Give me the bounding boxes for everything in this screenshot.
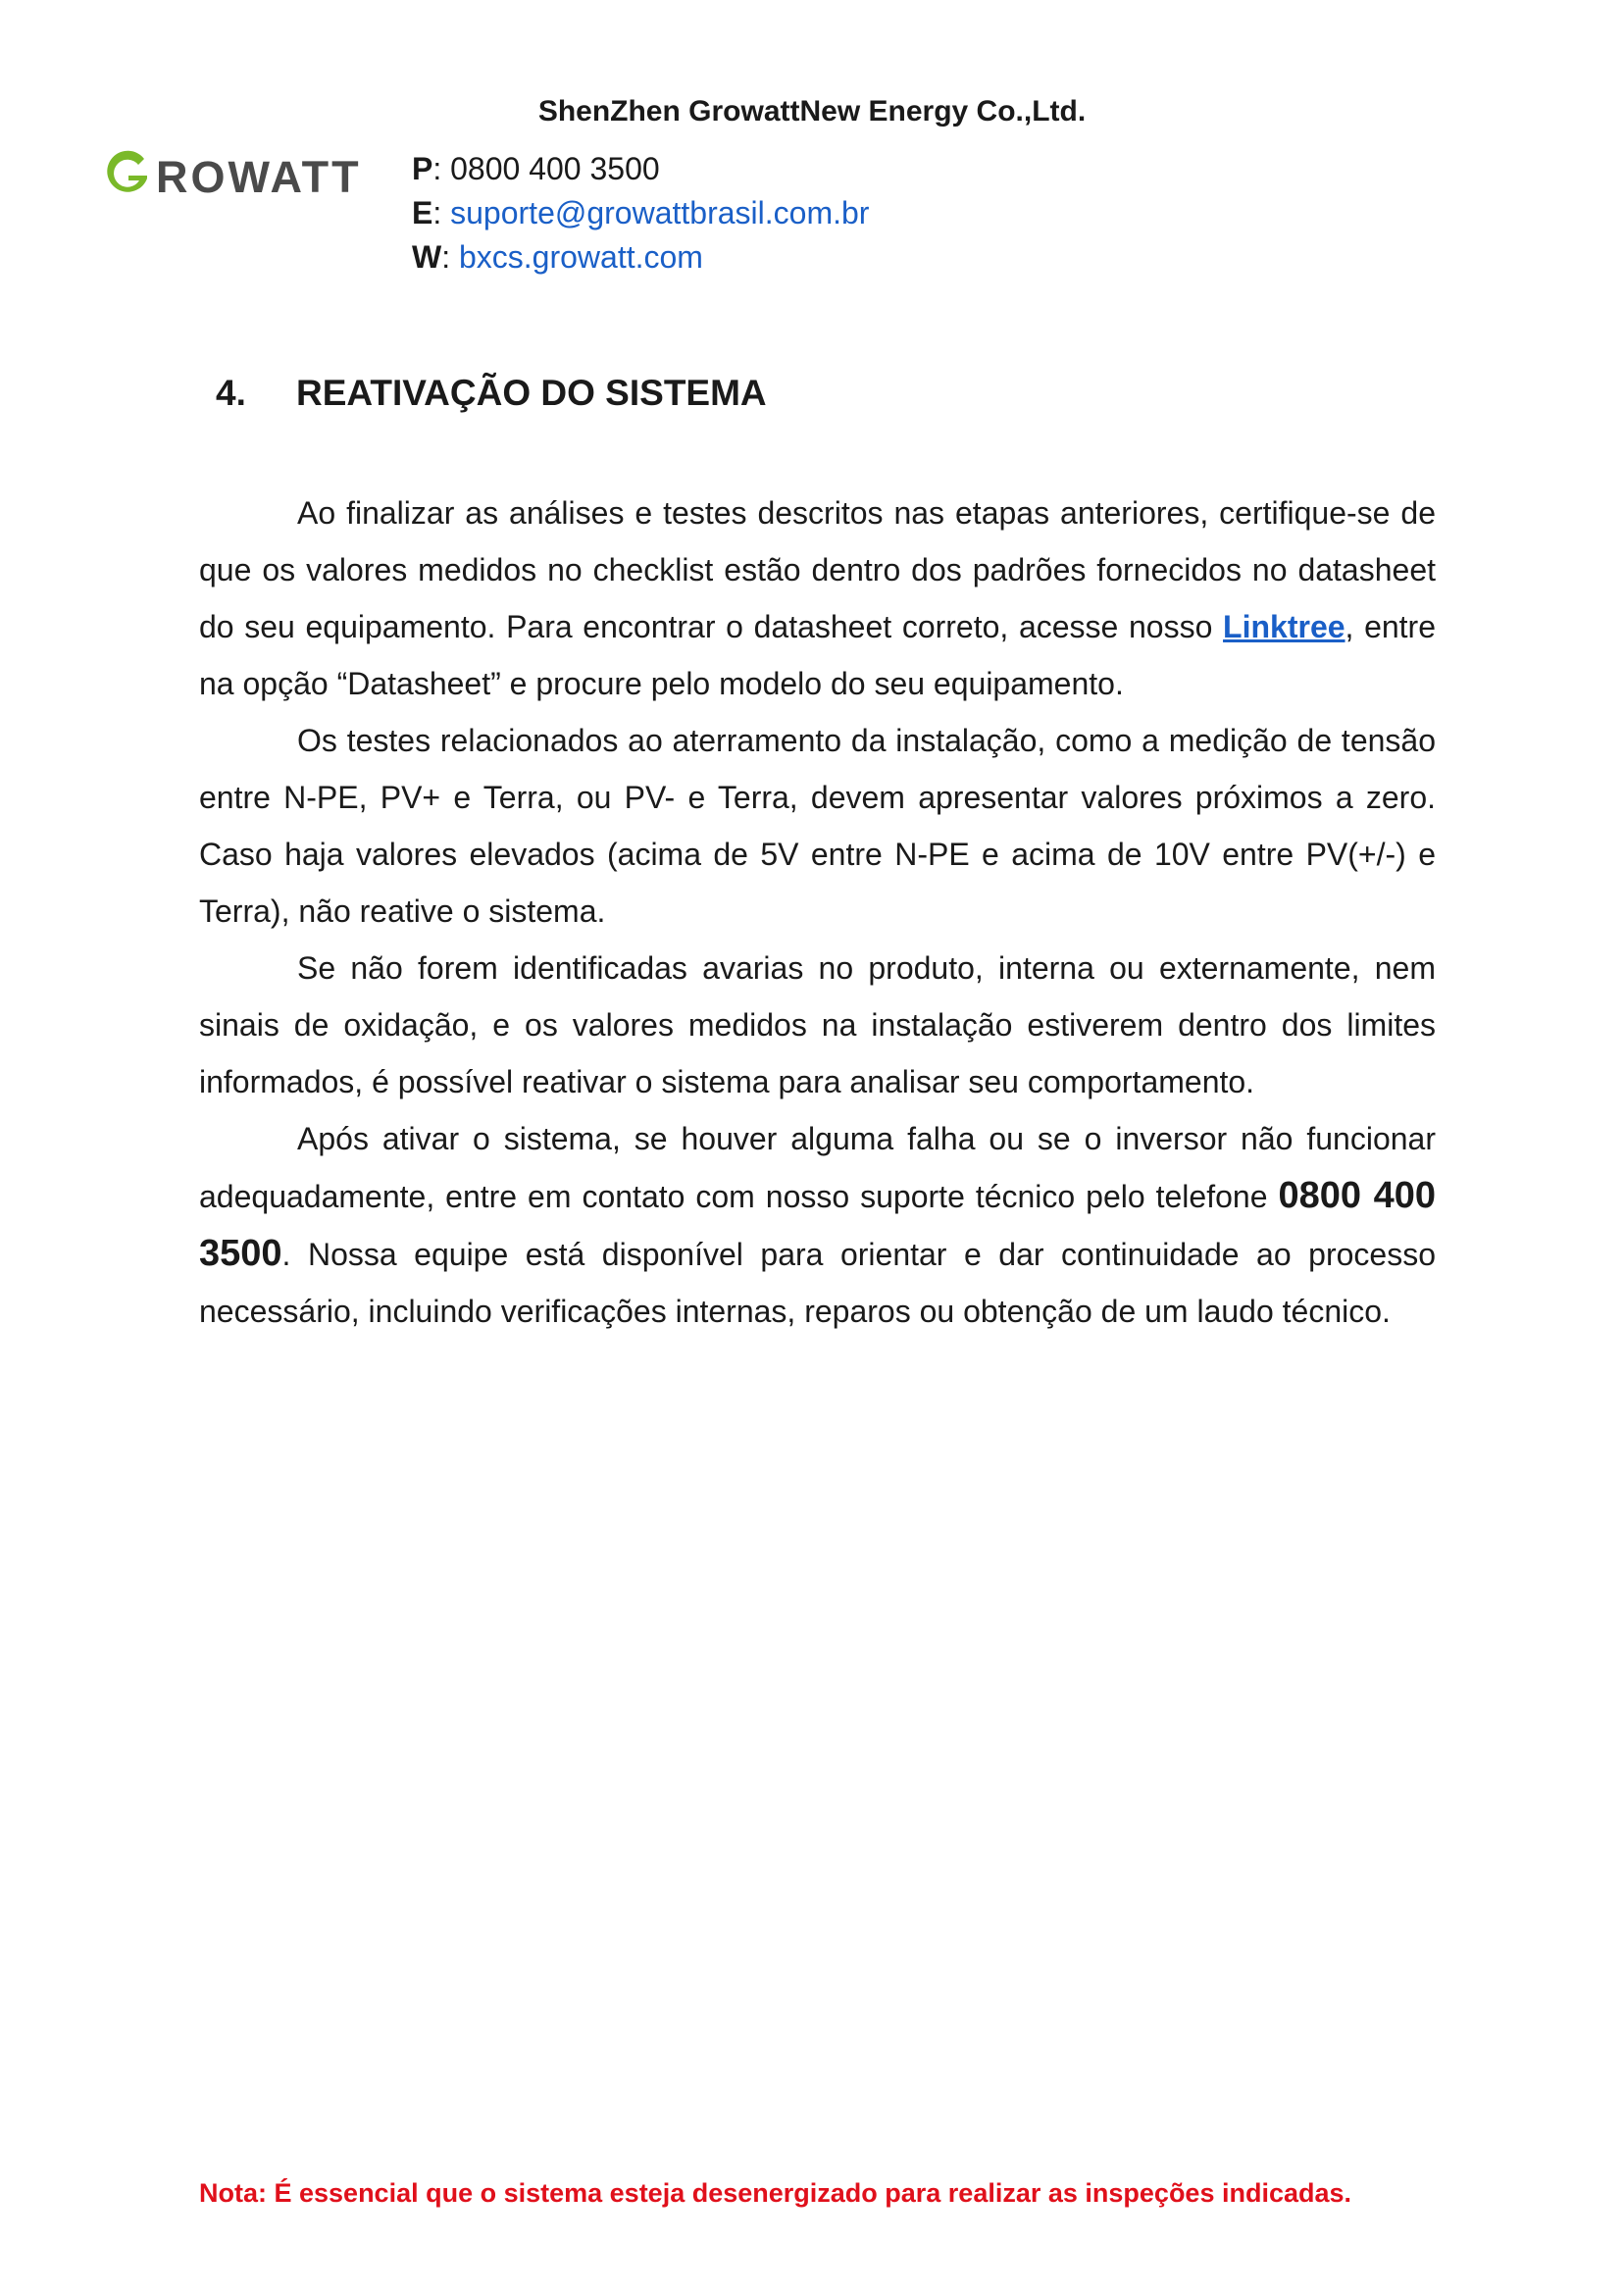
email-line: E: suporte@growattbrasil.com.br: [412, 195, 870, 230]
email-key: E: [412, 195, 433, 230]
section-number: 4.: [216, 373, 246, 413]
web-line: W: bxcs.growatt.com: [412, 239, 703, 275]
paragraph-3: Se não forem identificadas avarias no produto, interna ou externamente, nem sinais de oxidação, e os valores medidos na instalação estiverem dentro dos limites informados, é possível reativar o sistema para analisar seu comportamento.: [199, 950, 1436, 1099]
svg-text:ROWATT: ROWATT: [156, 152, 362, 198]
paragraph-1: Ao finalizar as análises e testes descritos nas etapas anteriores, certifique-se de que os valores medidos no checklist estão dentro dos padrões fornecidos no datasheet do seu equipamento. Para encontrar o datasheet correto, acesse nosso Linktree, entre na opção “Datasheet” e procure pelo modelo do seu equipamento.: [199, 495, 1437, 701]
web-key: W: [412, 239, 442, 275]
footer-note: Nota: É essencial que o sistema esteja desenergizado para realizar as inspeções indicadas.: [199, 2178, 1352, 2208]
phone-key: P: [412, 151, 433, 186]
support-phone: 0800 400 3500: [199, 1175, 1436, 1274]
growatt-logo: [101, 149, 391, 198]
contact-block: [412, 147, 869, 280]
linktree-link[interactable]: Linktree: [1223, 609, 1345, 644]
web-link[interactable]: bxcs.growatt.com: [458, 239, 703, 275]
phone-value: 0800 400 3500: [450, 151, 660, 186]
section-title: REATIVAÇÃO DO SISTEMA: [296, 373, 767, 413]
phone-line: P: 0800 400 3500: [412, 151, 660, 186]
paragraph-4: Após ativar o sistema, se houver alguma falha ou se o inversor não funcionar adequadamente, entre em contato com nosso suporte técnico pelo telefone 0800 400 3500. Nossa equipe está disponível para orientar e dar continuidade ao processo necessário, incluindo verificações internas, reparos ou obtenção de um laudo técnico.: [199, 1121, 1436, 1329]
body-text: [199, 484, 1436, 1340]
paragraph-2: Os testes relacionados ao aterramento da instalação, como a medição de tensão entre N-PE, PV+ e Terra, ou PV- e Terra, devem apresentar valores próximos a zero. Caso haja valores elevados (acima de 5V entre N-PE e acima de 10V entre PV(+/-) e Terra), não reative o sistema.: [199, 723, 1436, 929]
email-link[interactable]: suporte@growattbrasil.com.br: [450, 195, 870, 230]
company-name: ShenZhen GrowattNew Energy Co.,Ltd.: [537, 95, 1087, 127]
section-heading: [216, 369, 767, 418]
